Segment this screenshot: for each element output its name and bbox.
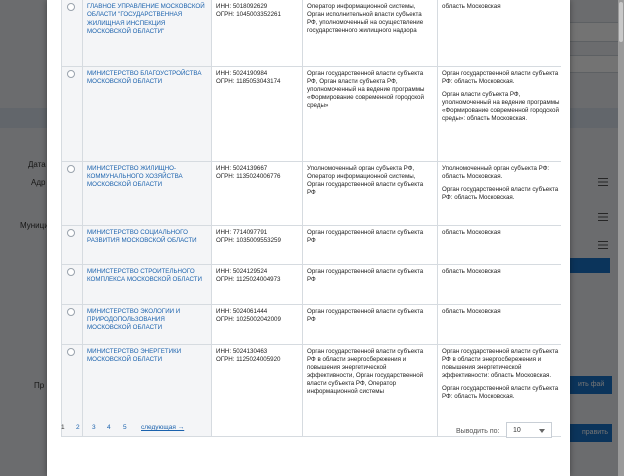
organization-link[interactable]: ГЛАВНОЕ УПРАВЛЕНИЕ МОСКОВСКОЙ ОБЛАСТИ "ГОСУДАРСТВЕННАЯ ЖИЛИЩНАЯ ИНСПЕКЦИЯ МОСКОВСКОЙ ОБЛАСТИ" [87,3,205,35]
region-text: Орган государственной власти субъекта РФ в области энергосбережения и повышения энергетической эффективности: область Московская. [442,347,559,379]
select-radio[interactable] [67,308,75,316]
table-row[interactable] [62,304,562,344]
page-1[interactable]: 1 [61,424,65,431]
ids-cell [212,264,303,304]
role-cell: Оператор информационной системы, Орган исполнительной власти субъекта РФ, уполномоченный на осуществление государственного жилищного надзора [303,0,438,66]
scrollbar-thumb[interactable] [619,2,623,42]
inn-text: ИНН: 5024061444 [216,307,268,315]
select-cell [62,304,83,344]
name-cell [83,66,212,161]
name-cell [83,161,212,225]
table-row[interactable] [62,344,562,436]
inn-text: ИНН: 5024129524 [216,267,268,275]
name-cell [83,304,212,344]
per-page-value: 10 [513,427,521,434]
table-row[interactable] [62,66,562,161]
select-cell [62,225,83,264]
select-radio[interactable] [67,229,75,237]
role-cell: Уполномоченный орган субъекта РФ, Оператор информационной системы, Орган государственной власти субъекта РФ [303,161,438,225]
select-radio[interactable] [67,268,75,276]
organization-link[interactable]: МИНИСТЕРСТВО ЖИЛИЩНО-КОММУНАЛЬНОГО ХОЗЯЙСТВА МОСКОВСКОЙ ОБЛАСТИ [87,164,183,189]
name-cell [83,344,212,436]
name-cell [83,225,212,264]
organization-select-modal [47,0,570,476]
region-cell [438,66,562,161]
region-text: Орган государственной власти субъекта РФ: область Московская. [442,384,559,400]
region-cell [438,304,562,344]
inn-text: ИНН: 5024130463 [216,347,268,355]
per-page-select[interactable] [506,422,552,438]
inn-text: ИНН: 5024139667 [216,164,268,172]
page-scrollbar[interactable] [618,0,624,476]
region-text: Орган государственной власти субъекта РФ: область Московская. [442,69,559,85]
select-cell [62,0,83,66]
select-cell [62,344,83,436]
inn-text: ИНН: 5018092629 [216,3,268,10]
region-text: Орган власти субъекта РФ, уполномоченный на ведение программы «Формирование современной городской среды»: область Московская. [442,90,560,122]
table-row[interactable] [62,0,562,66]
chevron-down-icon [539,429,545,433]
region-text: Орган государственной власти субъекта РФ: область Московская. [442,185,559,201]
region-text: область Московская [442,267,501,275]
organization-link[interactable]: МИНИСТЕРСТВО ЭКОЛОГИИ И ПРИРОДОПОЛЬЗОВАНИЯ МОСКОВСКОЙ ОБЛАСТИ [87,307,181,332]
inn-text: ИНН: 7714097791 [216,228,268,236]
region-text: Уполномоченный орган субъекта РФ: область Московская. [442,164,550,180]
organizations-table [61,0,561,437]
ogrn-text: ОГРН: 1025002042009 [216,315,281,323]
page-2[interactable]: 2 [76,424,80,431]
role-cell: Орган государственной власти субъекта РФ [303,264,438,304]
next-page-link[interactable]: следующая → [141,424,185,431]
page-4[interactable]: 4 [107,424,111,431]
organization-link[interactable]: МИНИСТЕРСТВО СТРОИТЕЛЬНОГО КОМПЛЕКСА МОСКОВСКОЙ ОБЛАСТИ [87,267,202,283]
page-5[interactable]: 5 [123,424,127,431]
select-radio[interactable] [67,3,75,11]
ogrn-text: ОГРН: 1135024006776 [216,172,281,180]
organization-link[interactable]: МИНИСТЕРСТВО БЛАГОУСТРОЙСТВА МОСКОВСКОЙ ОБЛАСТИ [87,69,202,85]
ogrn-text: ОГРН: 1045003352261 [216,11,281,19]
table-row[interactable] [62,225,562,264]
per-page-label: Выводить по: [456,428,500,435]
table-row[interactable] [62,264,562,304]
table-row[interactable] [62,161,562,225]
ids-cell [212,161,303,225]
select-cell [62,161,83,225]
region-text: область Московская [442,228,501,236]
organization-link[interactable]: МИНИСТЕРСТВО СОЦИАЛЬНОГО РАЗВИТИЯ МОСКОВСКОЙ ОБЛАСТИ [87,228,197,244]
select-cell [62,66,83,161]
region-cell [438,0,562,66]
role-cell: Орган государственной власти субъекта РФ в области энергосбережения и повышения энергетической эффективности, Орган государственной власти субъекта РФ, Оператор информационной системы [303,344,438,436]
name-cell [83,0,212,66]
inn-text: ИНН: 5024190984 [216,69,268,77]
ids-cell [212,304,303,344]
region-text: область Московская [442,3,501,10]
ogrn-text: ОГРН: 1125024004973 [216,275,281,283]
name-cell [83,264,212,304]
role-cell: Орган государственной власти субъекта РФ, Орган власти субъекта РФ, уполномоченный на ведение программы «Формирование современной городской среды» [303,66,438,161]
role-cell: Орган государственной власти субъекта РФ [303,225,438,264]
organization-link[interactable]: МИНИСТЕРСТВО ЭНЕРГЕТИКИ МОСКОВСКОЙ ОБЛАСТИ [87,347,182,363]
region-cell [438,161,562,225]
organizations-table-wrapper [61,0,561,437]
page-3[interactable]: 3 [92,424,96,431]
select-radio[interactable] [67,165,75,173]
select-cell [62,264,83,304]
ogrn-text: ОГРН: 1125024005920 [216,355,281,363]
ids-cell [212,0,303,66]
region-text: область Московская [442,307,501,315]
region-cell [438,264,562,304]
region-cell [438,225,562,264]
select-radio[interactable] [67,348,75,356]
ids-cell [212,344,303,436]
ogrn-text: ОГРН: 1185053043174 [216,77,281,85]
ids-cell [212,225,303,264]
ogrn-text: ОГРН: 1035009553259 [216,236,281,244]
select-radio[interactable] [67,70,75,78]
role-cell: Орган государственной власти субъекта РФ [303,304,438,344]
ids-cell [212,66,303,161]
